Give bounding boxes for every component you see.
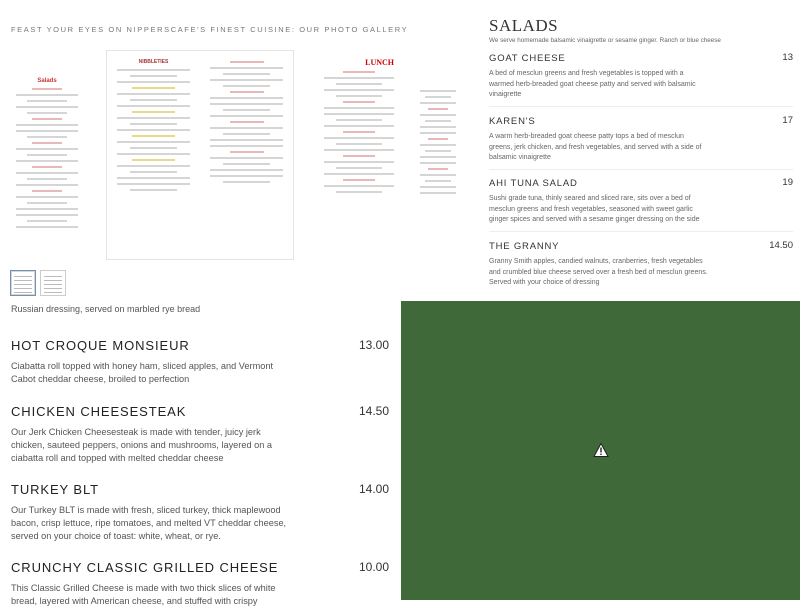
salad-item-description: A warm herb-breaded goat cheese patty tops a bed of mesclun greens, jerk chicken, and fresh vegetables, and served with a side of balsamic vinaigrette	[489, 133, 702, 161]
menu-item	[11, 482, 389, 543]
menu-image-title: LUNCH	[365, 58, 394, 67]
gallery-thumbnail[interactable]	[10, 270, 36, 296]
menu-item-description: Our Jerk Chicken Cheesesteak is made with tender, juicy jerk chicken, sauteed peppers, onions and mushrooms, layered on a ciabatta roll and topped with melted cheddar cheese	[11, 427, 272, 463]
salad-item-name: GOAT CHEESE	[489, 53, 566, 64]
salad-item-name: THE GRANNY	[489, 241, 560, 252]
media-placeholder[interactable]	[401, 301, 800, 600]
menu-item-name: CRUNCHY CLASSIC GRILLED CHEESE	[11, 560, 279, 575]
menu-item-price: 14.00	[358, 482, 389, 496]
salad-item-price: 19	[782, 177, 793, 188]
divider	[489, 231, 793, 232]
menu-description-fragment: Russian dressing, served on marbled rye bread	[11, 304, 201, 314]
menu-item	[11, 404, 389, 465]
menu-image-title: Salads	[37, 78, 57, 84]
salad-item	[489, 241, 793, 289]
menu-image-title: NIBBLETIES	[138, 59, 169, 65]
warning-icon	[593, 442, 609, 458]
menu-item-name: CHICKEN CHEESESTEAK	[11, 404, 187, 419]
section-subtitle: We serve homemade balsamic vinaigrette or sesame ginger. Ranch or blue cheese	[489, 37, 721, 44]
salad-item	[489, 116, 793, 164]
menu-item	[11, 338, 389, 386]
divider	[489, 169, 793, 170]
salad-item-description: Sushi grade tuna, thinly seared and sliced rare, sits over a bed of mesclun greens and fresh vegetables, seasoned with sweet garlic ginger spices and served with a sesame ginger dressing on the side	[489, 195, 700, 223]
divider	[489, 106, 793, 107]
salad-item-description: A bed of mesclun greens and fresh vegetables is topped with a warmed herb-breaded goat cheese patty and served with balsamic vinaigrette	[489, 70, 696, 98]
salad-item-name: AHI TUNA SALAD	[489, 178, 578, 189]
section-title: SALADS	[489, 16, 559, 35]
gallery-image-salads-menu[interactable]	[10, 50, 84, 260]
menu-item-name: TURKEY BLT	[11, 482, 99, 497]
salad-item-price: 17	[782, 115, 793, 126]
menu-item-description: Our Turkey BLT is made with fresh, sliced turkey, thick maplewood bacon, crisp lettuce, ripe tomatoes, and melted VT cheddar cheese, served on your choice of toast: white, wheat, or rye.	[11, 505, 287, 541]
menu-item-description: Ciabatta roll topped with honey ham, sliced apples, and Vermont Cabot cheddar cheese, broiled to perfection	[11, 361, 274, 384]
salad-item	[489, 53, 793, 101]
menu-item	[11, 560, 389, 608]
salad-item-description: Granny Smith apples, candied walnuts, cranberries, fresh vegetables and crumbled blue cheese served over a fresh bed of mesclun greens. Served with your choice of dressing	[489, 258, 708, 286]
gallery-thumbnails	[10, 270, 66, 296]
menu-item-price: 14.50	[358, 404, 389, 418]
salad-item-name: KAREN'S	[489, 116, 536, 127]
menu-item-name: HOT CROQUE MONSIEUR	[11, 338, 190, 353]
gallery-image-lunch-menu[interactable]	[318, 50, 400, 260]
menu-item-price: 10.00	[358, 560, 389, 574]
gallery-image-partial-menu[interactable]	[414, 50, 462, 260]
salad-item-price: 13	[782, 52, 793, 63]
salad-item-price: 14.50	[769, 240, 793, 251]
gallery-thumbnail[interactable]	[40, 270, 66, 296]
menu-item-price: 13.00	[358, 338, 389, 352]
gallery-image-nibbles-menu[interactable]	[106, 50, 294, 260]
gallery-caption: FEAST YOUR EYES ON NIPPERSCAFE'S FINEST CUISINE: OUR PHOTO GALLERY	[11, 25, 409, 34]
salad-item	[489, 178, 793, 226]
menu-item-description: This Classic Grilled Cheese is made with two thick slices of white bread, layered with American cheese, and stuffed with crispy	[11, 583, 276, 606]
